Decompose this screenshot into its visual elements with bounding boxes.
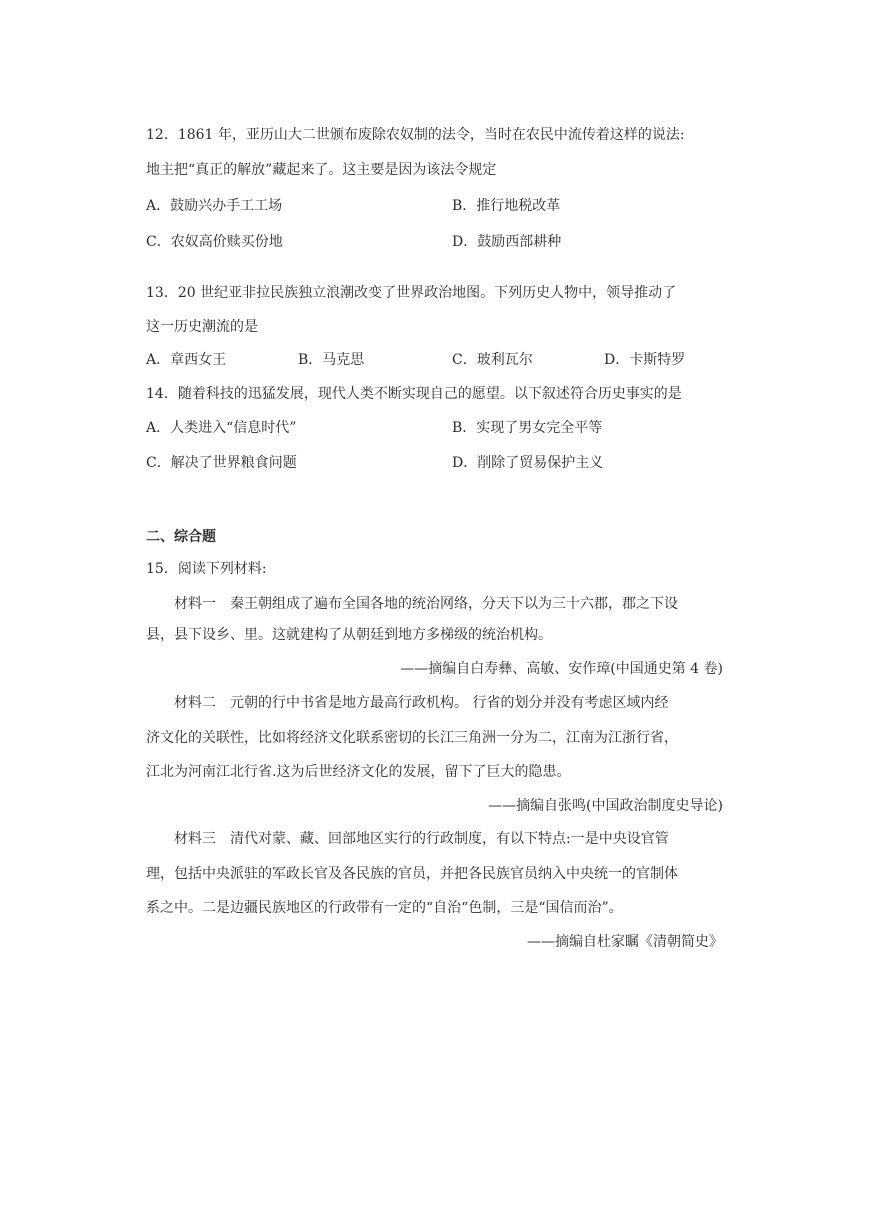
q14-stem-line1: 14．随着科技的迅猛发展，现代人类不断实现自己的愿望。以下叙述符合历史事实的是 <box>146 386 682 402</box>
q12-option-b: B．推行地税改革 <box>452 198 561 214</box>
q14-option-a: A．人类进入“信息时代” <box>146 420 297 436</box>
q12-option-a: A．鼓励兴办手工工场 <box>146 198 283 214</box>
material2-line3: 江北为河南江北行省.这为后世经济文化的发展，留下了巨大的隐患。 <box>146 764 571 780</box>
material2-line2: 济文化的关联性，比如将经济文化联系密切的长江三角洲一分为二，江南为江浙行省， <box>146 730 678 746</box>
section-title: 二、综合题 <box>146 529 216 545</box>
q14-option-b: B．实现了男女完全平等 <box>452 420 603 436</box>
material1-line1: 材料一 秦王朝组成了遍布全国各地的统治网络，分天下以为三十六郡，郡之下设 <box>174 596 678 612</box>
material1-source: ——摘编自白寿彝、高敏、安作璋(中国通史第 4 卷) <box>400 661 723 677</box>
material1-line2: 县，县下设乡、里。这就建构了从朝廷到地方多梯级的统治机构。 <box>146 627 552 643</box>
material3-line1: 材料三 清代对蒙、藏、回部地区实行的行政制度，有以下特点:一是中央设官管 <box>174 831 669 847</box>
material2-line1: 材料二 元朝的行中书省是地方最高行政机构。 行省的划分并没有考虑区域内经 <box>174 695 669 711</box>
material3-line2: 理，包括中央派驻的军政长官及各民族的官员，并把各民族官员纳入中央统一的官制体 <box>146 866 678 882</box>
q13-stem-line2: 这一历史潮流的是 <box>146 319 258 335</box>
q12-stem-line2: 地主把“真正的解放”藏起来了。这主要是因为该法令规定 <box>146 162 497 178</box>
q15-stem: 15．阅读下列材料: <box>146 561 267 577</box>
material2-source: ——摘编自张鸣(中国政治制度史导论) <box>488 798 723 814</box>
q12-option-d: D．鼓励西部耕种 <box>452 234 562 250</box>
q14-option-d: D．削除了贸易保护主义 <box>452 455 604 471</box>
q14-option-c: C．解决了世界粮食问题 <box>146 455 297 471</box>
q13-option-b: B．马克思 <box>298 352 365 368</box>
q13-stem-line1: 13．20 世纪亚非拉民族独立浪潮改变了世界政治地图。下列历史人物中，领导推动了 <box>146 285 677 301</box>
material3-source: ——摘编自杜家瞩《清朝简史》 <box>527 934 723 950</box>
q13-option-d: D．卡斯特罗 <box>604 352 686 368</box>
q12-option-c: C．农奴高价赎买份地 <box>146 234 283 250</box>
material3-line3: 系之中。二是边疆民族地区的行政带有一定的“自治“色制，三是“国信而治”。 <box>146 900 623 916</box>
q13-option-a: A．章西女王 <box>146 352 227 368</box>
q12-stem-line1: 12．1861 年，亚历山大二世颁布废除农奴制的法令，当时在农民中流传着这样的说法: <box>146 127 685 143</box>
q13-option-c: C．玻利瓦尔 <box>452 352 533 368</box>
